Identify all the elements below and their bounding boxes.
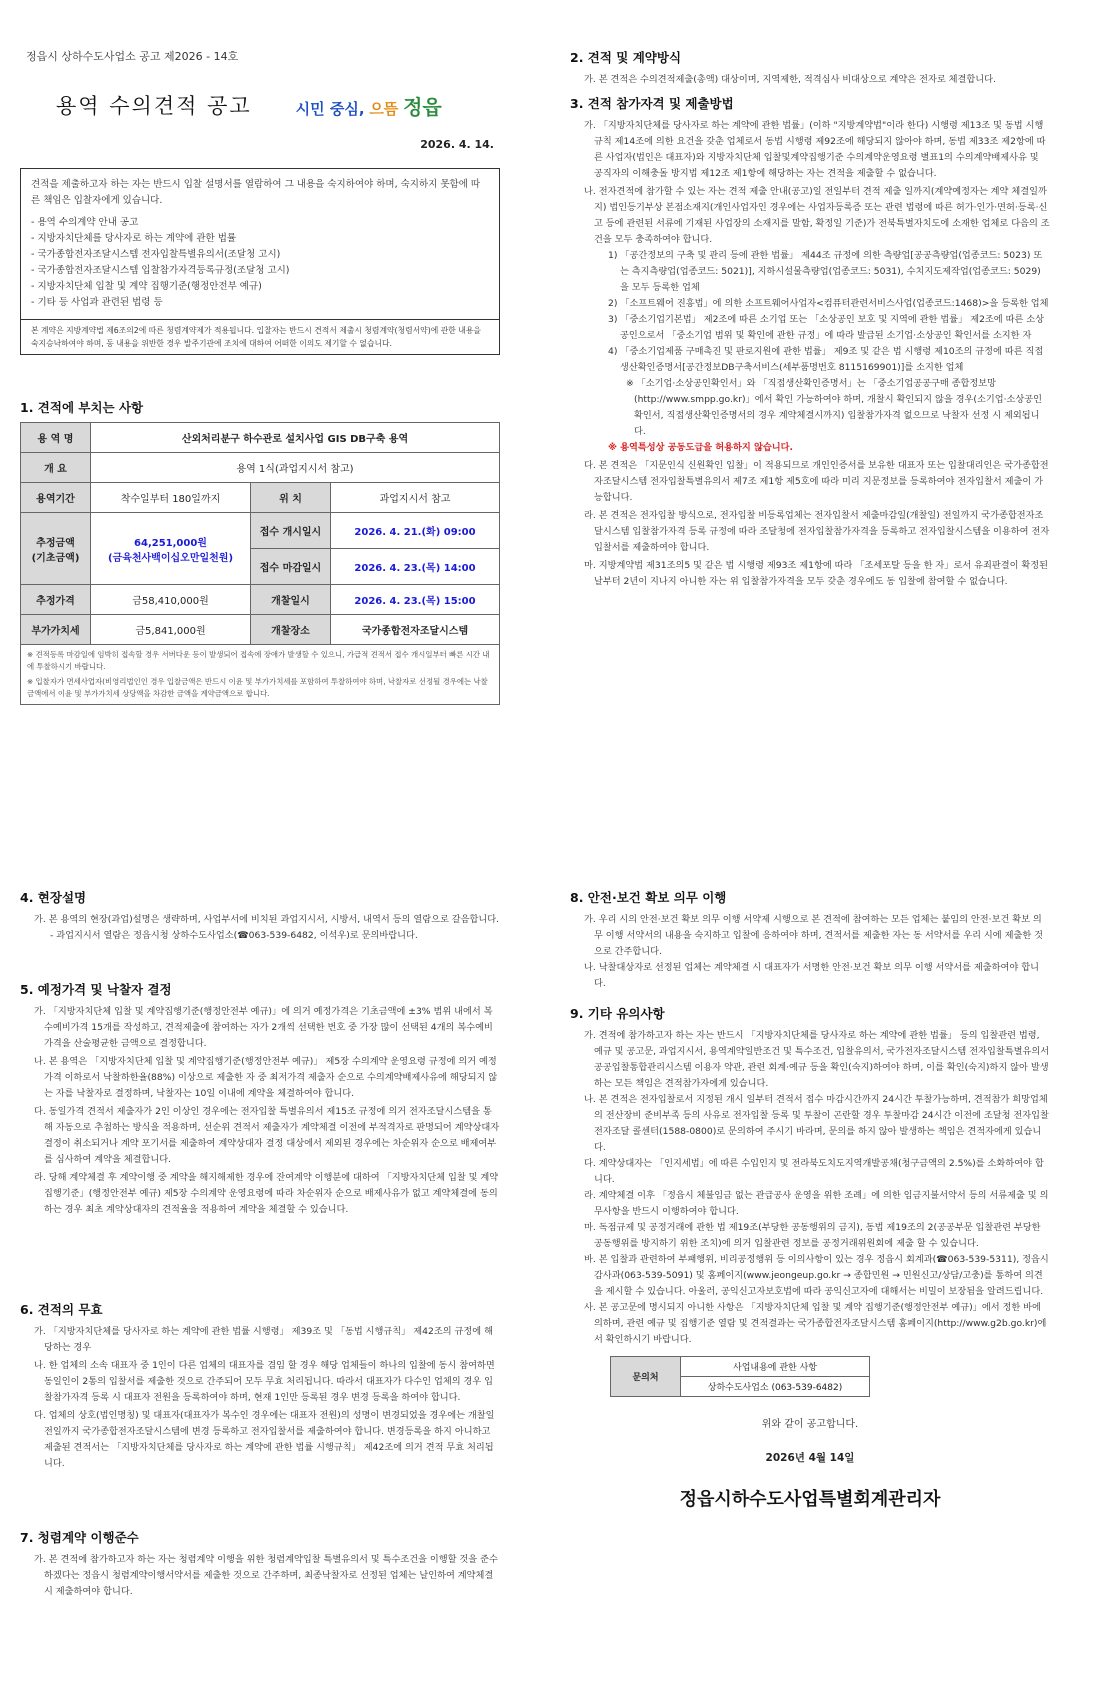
section-4-ga: 가. 본 용역의 현장(과업)설명은 생략하며, 사업부서에 비치된 과업지시서, 시방서, 내역서 등의 열람으로 갈음합니다. [34,914,500,925]
section-3-ga: 가. 「지방자치단체를 당사자로 하는 계약에 관한 법률」(이하 "지방계약법"이라 한다) 시행령 제13조 및 동법 시행규칙 제14조에 의한 요건을 갖춘 업체로서 동법 시행령 제92조에 해당되지 않아야 하며, 동법 제33조 제2항에 따른 사업자(법인은 대표자)와 지방자치단체 입찰및계약집행기준 수의계약운영요령 별표1의 수의계약배제사유 및 공직자의 이해충돌 방지법 제12조 제1항에 해당하는 자는 견적을 제출할 수 없습니다. [584,120,1046,179]
section-8-title: 8. 안전·보건 확보 의무 이행 [570,890,727,905]
table-notes: ※ 견적등록 마감일에 임박히 접속할 경우 서버다운 등이 발생되어 접속에 장애가 발생할 수 있으니, 가급적 견적서 접수 개시일부터 빠른 시간 내에 투찰하시기 바랍니다. ※ 입찰자가 면세사업자(비영리법인인 경우 입찰금액은 반드시 이윤 및 부가가치세를 포함하여 투찰하여야 하며, 낙찰자로 선정될 경우에는 낙찰금액에서 이윤 및 부가가치세 상당액을 차감한 금액을 계약금액으로 합니다. [20,645,500,705]
section-3-na: 나. 전자견적에 참가할 수 있는 자는 견적 제출 안내(공고)일 전일부터 견적 제출 일까지(계약예정자는 계약 체결일까지) 법인등기부상 본점소재지(개인사업자인 경우에는 사업자등록증 또는 관련 법령에 따른 허가·인가·면허·등록·신고 등에 관련된 서류에 기재된 사업장의 소재지를 말함, 확정일 기준)가 전북특별자치도에 소재한 업체로 다음의 조건을 모두 충족하여야 합니다. [584,186,1050,245]
signer: 정읍시하수도사업특별회계관리자 [679,1489,941,1510]
section-8-ga: 가. 우리 시의 안전·보건 확보 의무 이행 서약제 시행으로 본 견적에 참여하는 모든 업체는 붙임의 안전·보건 확보 의무 이행 서약서의 내용을 숙지하고 입찰에 응하여야 하며, 견적서를 제출한 자는 동 서약서를 우리 시에 제출한 것으로 간주합니다. [584,914,1044,957]
contact-phone: 상하수도사업소 (063-539-6482) [681,1377,870,1397]
service-name: 산외처리분구 하수관로 설치사업 GIS DB구축 용역 [91,423,500,453]
section-2 [570,48,1050,88]
intro-item: - 국가종합전자조달시스템 전자입찰특별유의서(조달청 고시) [31,249,281,260]
open-datetime: 2026. 4. 21.(화) 09:00 [331,513,500,549]
section-9-ra: 라. 계약체결 이후 「정읍시 체불임금 없는 관급공사 운영을 위한 조례」에 의한 임금지불서약서 등의 서류제출 및 의무사항을 반드시 이행하여야 합니다. [584,1190,1049,1217]
section-6-da: 다. 업체의 상호(법인명칭) 및 대표자(대표자가 복수인 경우에는 대표자 전원)의 성명이 변경되었을 경우에는 개찰일 전일까지 국가종합전자조달시스템에 변경 등록하고 전자입찰서를 제출하여야 합니다. 변경등록을 하지 아니하고 제출된 견적서는 「지방자치단체를 당사자로 하는 계약에 관한 법률 시행규칙」 제42조에 의거 견적 무효 처리됩니다. [34,1410,495,1469]
section-5-da: 다. 동일가격 견적서 제출자가 2인 이상인 경우에는 전자입찰 특별유의서 제15조 규정에 의거 전자조달시스템을 통해 자동으로 추첨하는 방식을 적용하며, 선순위 견적서 제출자가 계약체결 이전에 부적격자로 판명되어 계약상대자 결정이 취소되거나 계약 포기서를 제출하여 계약상대자 결정 대상에서 제외된 경우에는 차순위자 순으로 배제여부를 심사하여 계약을 체결합니다. [34,1106,500,1165]
section-6 [20,1300,500,1472]
page-title: 용역 수의견적 공고 [56,94,252,118]
service-scope: 용역 1식(과업지시서 참고) [91,453,500,483]
estimated-amount: 64,251,000원 (금육천사백이십오만일천원) [91,513,251,585]
section-3-da: 다. 본 견적은 「지문인식 신원확인 입찰」이 적용되므로 개인인증서를 보유한 대표자 또는 입찰대리인은 국가종합전자조달시스템 전자입찰특별유의서 제7조 제1항 제5호에 따라 미리 지문정보를 등록하여야 전자입찰서 제출이 가능합니다. [584,460,1049,503]
section-4 [20,888,500,944]
qualification-1: 1) 「공간정보의 구축 및 관리 등에 관한 법률」 제44조 규정에 의한 측량업[공공측량업(업종코드: 5023) 또는 측지측량업(업종코드: 5021)], 지하시설물측량업(업종코드: 5031), 수치지도제작업(업종코드: 5029) 을 모두 등록한 업체 [608,250,1043,293]
section-9-ga: 가. 견적에 참가하고자 하는 자는 반드시 「지방자치단체를 당사자로 하는 계약에 관한 법률」 등의 입찰관련 법령, 예규 및 공고문, 과업지시서, 용역계약일반조건 및 특수조건, 입찰유의서, 국가전자조달시스템 전자입찰특별유의서 공공입찰통합관리시스템 이용자 약관, 관련 회계·예규 등을 확인(숙지)하여야 하며, 이를 확인(숙지)하지 않아 발생하는 모든 책임은 견적참가자에게 있습니다. [584,1030,1050,1089]
section-5-na: 나. 본 용역은 「지방자치단체 입찰 및 계약집행기준(행정안전부 예규)」 제5장 수의계약 운영요령 규정에 의거 예정가격 이하로서 낙찰하한율(88%) 이상으로 제출한 자 중 최저가격 제출자 순으로 수의계약배제사유에 해당되지 않는 자를 낙찰자로 결정하며, 낙찰자는 10일 이내에 계약을 체결하여야 합니다. [34,1056,498,1099]
integrity-footnote: 본 계약은 지방계약법 제6조의2에 따른 청렴계약제가 적용됩니다. 입찰자는 반드시 견적서 제출시 청렴계약(청렴서약)에 관한 내용을 숙지승낙하여야 하며, 동 내용을 위반한 경우 발주기관에 조치에 대하여 어떠한 이의도 제기할 수 없습니다. [20,319,500,355]
qualification-2: 2) 「소프트웨어 진흥법」에 의한 소프트웨어사업자<컴퓨터관련서비스사업(업종코드:1468)>을 등록한 업체 [608,298,1049,309]
section-9 [570,1004,1050,1511]
section-5 [20,980,500,1218]
section-4-contact: - 과업지시서 열람은 정읍시청 상하수도사업소(☎063-539-6482, 이석우)로 문의바랍니다. [50,930,418,941]
header-block [20,48,500,151]
section-5-ra: 라. 당해 계약체결 후 계약이행 중 계약을 해지해제한 경우에 잔여계약 이행분에 대하여 「지방자치단체 입찰 및 계약집행기준」(행정안전부 예규) 제5장 수의계약 운영요령에 따라 차순위자 순으로 배제사유가 없고 계약체결에 동의하는 경우 최초 계약상대자의 견적율을 적용하여 계약을 체결할 수 있습니다. [34,1172,499,1215]
section-4-title: 4. 현장설명 [20,890,87,905]
section-8-na: 나. 낙찰대상자로 선정된 업체는 계약체결 시 대표자가 서명한 안전·보건 확보 의무 이행 서약서를 제출하여야 합니다. [584,962,1039,989]
estimated-price: 금58,410,000원 [91,585,251,615]
section-1 [20,398,500,705]
section-9-title: 9. 기타 유의사항 [570,1006,665,1021]
closing-statement: 위와 같이 공고합니다. [761,1419,859,1430]
section-6-na: 나. 한 업체의 소속 대표자 중 1인이 다른 업체의 대표자를 겸임 할 경우 해당 업체들이 하나의 입찰에 동시 참여하면 동일인이 2통의 입찰서를 제출한 것으로 간주되어 모두 무효 처리됩니다. 따라서 대표자가 다수인 업체의 경우 입찰참가자격 등록 시 대표자 전원을 등록하여야 하며, 현재 1인만 등록된 경우 변경 등록을 하여야 합니다. [34,1360,495,1403]
service-location: 과업지시서 참고 [331,483,500,513]
contact-table: 문의처 사업내용에 관한 사항 상하수도사업소 (063-539-6482) [610,1356,870,1397]
section-9-na: 나. 본 견적은 전자입찰로서 지정된 개시 일부터 견적서 접수 마감시간까지 24시간 투찰가능하며, 견적참가 희망업체의 전산장비 준비부족 등의 사유로 전자입찰 등록 및 투찰이 곤란할 경우 투찰마감 24시간 이전에 조달청 전자입찰 전자조달 콜센터(1588-0800)로 문의하여 주시기 바라며, 문의를 하지 않아 발생하는 책임은 견적자에게 있습니다. [584,1094,1049,1153]
section-9-sa: 사. 본 공고문에 명시되지 아니한 사항은 「지방자치단체 입찰 및 계약 집행기준(행정안전부 예규)」에서 정한 바에 의하며, 관련 예규 및 집행기준 열람 및 견적결과는 국가종합전자조달시스템 홈페이지(http://www.g2b.go.kr)에서 확인하시기 바랍니다. [584,1302,1047,1345]
notice-number: 정읍시 상하수도사업소 공고 제2026 - 14호 [26,50,239,63]
intro-item: - 국가종합전자조달시스템 입찰참가자격등록규정(조달청 고시) [31,265,290,276]
section-5-ga: 가. 「지방자치단체 입찰 및 계약집행기준(행정안전부 예규)」에 의거 예정가격은 기초금액에 ±3% 범위 내에서 복수예비가격 15개를 작성하고, 견적제출에 참여하는 자가 2개씩 선택한 번호 중 가장 많이 선택된 4개의 복수예비가격을 산술평균한 금액으로 결정합니다. [34,1006,493,1049]
section-3-ma: 마. 지방계약법 제31조의5 및 같은 법 시행령 제93조 제1항에 따라 「조세포탈 등을 한 자」로서 유죄판결이 확정된 날부터 2년이 지나지 아니한 자는 위 입찰참가자격을 모두 갖춘 경우에도 동 입찰에 참여할 수 없습니다. [584,560,1049,587]
intro-item: - 지방자치단체를 당사자로 하는 계약에 관한 법률 [31,233,237,244]
close-datetime: 2026. 4. 23.(목) 14:00 [331,549,500,585]
service-period: 착수일부터 180일까지 [91,483,251,513]
section-1-title: 1. 견적에 부치는 사항 [20,400,144,415]
contact-topic: 사업내용에 관한 사항 [681,1357,870,1377]
section-2-text: 가. 본 견적은 수의견적제출(총액) 대상이며, 지역제한, 적격심사 비대상으로 계약은 전자로 체결합니다. [584,74,996,85]
contract-info-table: 용 역 명 산외처리분구 하수관로 설치사업 GIS DB구축 용역 개 요 용역 1식(과업지시서 참고) 용역기간 착수일부터 180일까지 위 치 과업지시서 참고 추정금액 (기초금액) 64,251,000원 (금육천사백이십오만일천원) 접수 개시일시 2026. 4. 21.(화) 09:00 접수 마감일시 2026. 4. 23.(목) 14:00 추정가격 금58,410,000원 개찰일시 2026. 4. 23.(목) 15:00 부가가치세 금5,841,000원 개찰장소 국가종합전자조달시스템 [20,422,500,645]
section-8 [570,888,1050,992]
intro-item: - 지방자치단체 입찰 및 계약 집행기준(행정안전부 예규) [31,281,262,292]
qualification-3: 3) 「중소기업기본법」 제2조에 따른 소기업 또는 「소상공인 보호 및 지역에 관한 법률」 제2조에 따른 소상공인으로서 「중소기업 범위 및 확인에 관한 규정」에 따라 발급된 소기업·소상공인 확인서를 소지한 자 [608,314,1045,341]
section-9-da: 다. 계약상대자는 「인지세법」에 따른 수입인지 및 전라북도치도지역개발공채(청구금액의 2.5%)를 소화하여야 합니다. [584,1158,1044,1185]
section-7 [20,1528,500,1600]
intro-item: - 기타 등 사업과 관련된 법령 등 [31,297,163,308]
notice-date: 2026. 4. 14. [420,138,494,151]
bid-open-place: 국가종합전자조달시스템 [331,615,500,645]
closing-date: 2026년 4월 14일 [765,1452,855,1464]
qualification-4: 4) 「중소기업제품 구매촉진 및 판로지원에 관한 법률」 제9조 및 같은 법 시행령 제10조의 규정에 따른 직접생산확인증명서[공간정보DB구축서비스(세부품명번호 8115169901)]를 소지한 업체 [608,346,1044,373]
section-3-title: 3. 견적 참가자격 및 제출방법 [570,96,734,111]
section-7-title: 7. 청렴계약 이행준수 [20,1530,139,1545]
intro-item: - 용역 수의계약 안내 공고 [31,217,139,228]
section-9-ma: 마. 독점규제 및 공정거래에 관한 법 제19조(부당한 공동행위의 금지), 동법 제19조의 2(공공부문 입찰관련 부당한 공동행위를 방지하기 위한 조치)에 의거 입찰관련 정보를 공정거래위원회에 제출 할 수 있습니다. [584,1222,1041,1249]
section-9-ba: 바. 본 입찰과 관련하여 부패행위, 비리공정행위 등 이의사항이 있는 경우 정읍시 회계과(☎063-539-5311), 정읍시 감사과(063-539-5091) 및 홈페이지(www.jeongeup.go.kr → 종합민원 → 민원신고/상담/고충)를 통하여 의견을 제시할 수 있습니다. 아울러, 공익신고자보호법에 따라 공익신고자에 대해서는 비밀이 보장됨을 알려드립니다. [584,1254,1049,1297]
intro-lead: 견적을 제출하고자 하는 자는 반드시 입찰 설명서를 열람하여 그 내용을 숙지하여야 하며, 숙지하지 못함에 따른 책임은 입찰자에게 있습니다. [31,179,481,206]
bid-open-datetime: 2026. 4. 23.(목) 15:00 [331,585,500,615]
section-5-title: 5. 예정가격 및 낙찰자 결정 [20,982,172,997]
section-3 [570,94,1050,590]
section-7-ga: 가. 본 견적에 참가하고자 하는 자는 청렴계약 이행을 위한 청렴계약입찰 특별유의서 및 특수조건을 이행할 것을 준수하겠다는 정읍시 청렴계약이행서약서를 제출한 것으로 간주하며, 최종낙찰자로 선정된 업체는 날인하여 계약체결 시 제출하여야 합니다. [34,1554,498,1597]
section-6-title: 6. 견적의 무효 [20,1302,103,1317]
intro-box [20,168,500,355]
vat-amount: 금5,841,000원 [91,615,251,645]
city-slogan-logo: 시민 중심, 으뜸 정읍 [295,94,442,119]
section-6-ga: 가. 「지방자치단체를 당사자로 하는 계약에 관한 법률 시행령」 제39조 및 「동법 시행규칙」 제42조의 규정에 해당하는 경우 [34,1326,493,1353]
qualification-4-note: ※ 「소기업·소상공인확인서」와 「직접생산확인증명서」는 「중소기업공공구매 종합정보망(http://www.smpp.go.kr)」에서 확인 가능하여야 하며, 개찰시 확인되지 않을 경우(소기업·소상공인확인서, 직접생산확인증명서의 경우 계약체결시까지) 입찰참가자격 없으므로 낙찰자 선정 시 제외됩니다. [626,378,1042,437]
joint-contract-warning: ※ 용역특성상 공동도급을 허용하지 않습니다. [608,442,793,453]
section-2-title: 2. 견적 및 계약방식 [570,50,682,65]
section-3-ra: 라. 본 견적은 전자입찰 방식으로, 전자입찰 비등록업체는 전자입찰서 제출마감일(개찰일) 전일까지 국가종합전자조달시스템 입찰참가자격 등록 규정에 따라 조달청에 전자입찰참가자격을 등록하고 전자입찰시스템을 이용하여 전자입찰서를 제출하여야 합니다. [584,510,1050,553]
